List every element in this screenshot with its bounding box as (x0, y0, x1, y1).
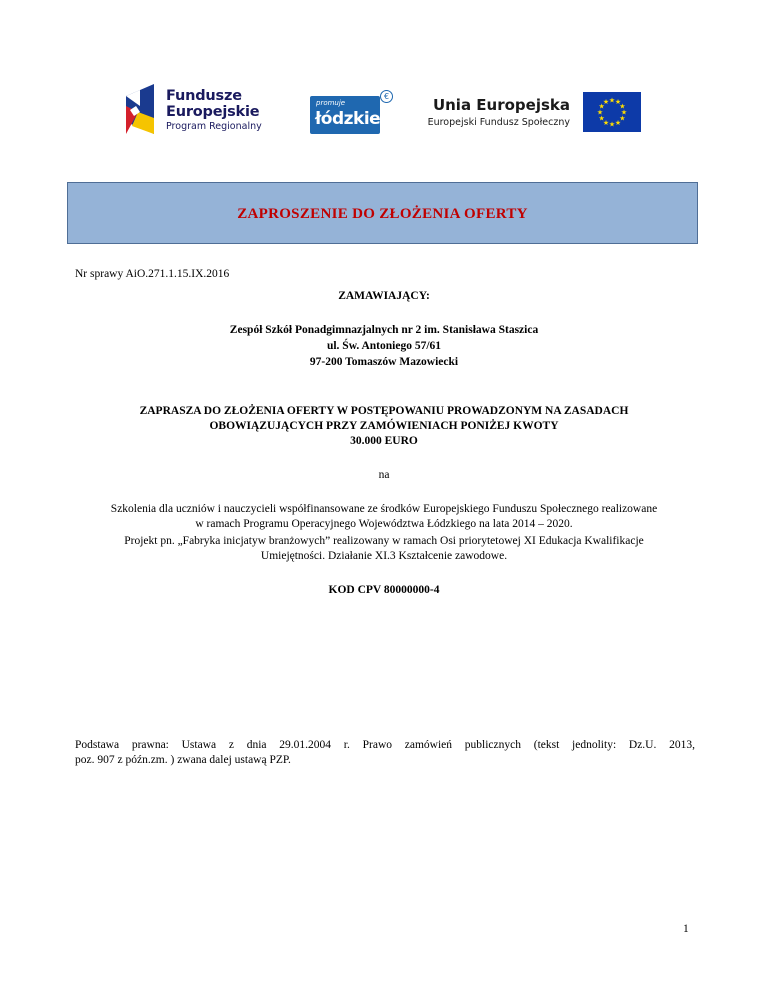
title-banner (67, 182, 698, 244)
logo-ue-title: Unia Europejska (432, 96, 570, 114)
logo-fundusze-line3: Program Regionalny (166, 121, 262, 132)
subject-line2: w ramach Programu Operacyjnego Województwa Łódzkiego na lata 2014 – 2020. (195, 518, 573, 530)
invitation-line1: ZAPRASZA DO ZŁOŻENIA OFERTY W POSTĘPOWANIU PROWADZONYM NA ZASADACH (139, 405, 629, 417)
logo-ue-subtitle: Europejski Fundusz Społeczny (427, 117, 570, 128)
eu-star-icon: ★ (608, 96, 616, 105)
document-title: ZAPROSZENIE DO ZŁOŻENIA OFERTY (237, 206, 528, 222)
lodzkie-logo-box (310, 96, 380, 134)
contractor-street: ul. Św. Antoniego 57/61 (326, 340, 442, 352)
logo-fundusze-line2: Europejskie (166, 104, 260, 120)
eu-star-icon: ★ (596, 108, 604, 117)
eu-star-icon: ★ (602, 118, 610, 127)
eu-funds-logo-icon (124, 82, 164, 136)
page-number: 1 (683, 923, 689, 935)
legal-basis-line1: Podstawa prawna: Ustawa z dnia 29.01.2004 r. Prawo zamówień publicznych (tekst jednolity: Dz.U. 2013, (75, 739, 695, 751)
eu-star-icon: ★ (619, 102, 626, 111)
fundusze-europejskie-logo (124, 82, 274, 136)
eu-star-icon: ★ (620, 108, 628, 117)
legal-basis-line2: poz. 907 z późn.zm. ) zwana dalej ustawą PZP. (75, 754, 291, 766)
invitation-line3: 30.000 EURO (350, 435, 418, 447)
eu-star-icon: ★ (608, 120, 616, 129)
contractor-city: 97-200 Tomaszów Mazowiecki (309, 356, 459, 368)
eu-star-icon: ★ (614, 98, 622, 107)
subject-line1: Szkolenia dla uczniów i nauczycieli współfinansowane ze środków Europejskiego Funduszu Społecznego realizowane (110, 503, 658, 515)
subject-line3: Projekt pn. „Fabryka inicjatyw branżowych” realizowany w ramach Osi priorytetowej XI Edukacja Kwalifikacje (124, 535, 644, 547)
eu-star-icon: ★ (614, 118, 622, 127)
eu-flag-icon (583, 92, 641, 132)
case-number: Nr sprawy AiO.271.1.15.IX.2016 (75, 268, 230, 280)
contracting-label: ZAMAWIAJĄCY: (338, 290, 430, 302)
eu-star-icon: ★ (598, 102, 605, 111)
lodzkie-small-text: promuje (316, 99, 346, 107)
eu-star-icon: ★ (602, 98, 610, 107)
lodzkie-logo (310, 88, 390, 134)
logo-fundusze-line1: Fundusze (166, 88, 242, 104)
invitation-line2: OBOWIĄZUJĄCYCH PRZY ZAMÓWIENIACH PONIŻEJ KWOTY (209, 420, 559, 432)
lodzkie-big-text: łódzkie (315, 109, 381, 129)
cpv-code: KOD CPV 80000000-4 (328, 584, 440, 596)
eu-star-icon: ★ (598, 114, 605, 123)
subject-line4: Umiejętności. Działanie XI.3 Kształcenie zawodowe. (260, 550, 508, 562)
eu-star-icon: ★ (619, 114, 626, 123)
euro-badge-icon: € (380, 90, 393, 103)
on-word: na (378, 469, 390, 481)
contractor-name: Zespół Szkół Ponadgimnazjalnych nr 2 im. Stanisława Staszica (229, 324, 539, 336)
